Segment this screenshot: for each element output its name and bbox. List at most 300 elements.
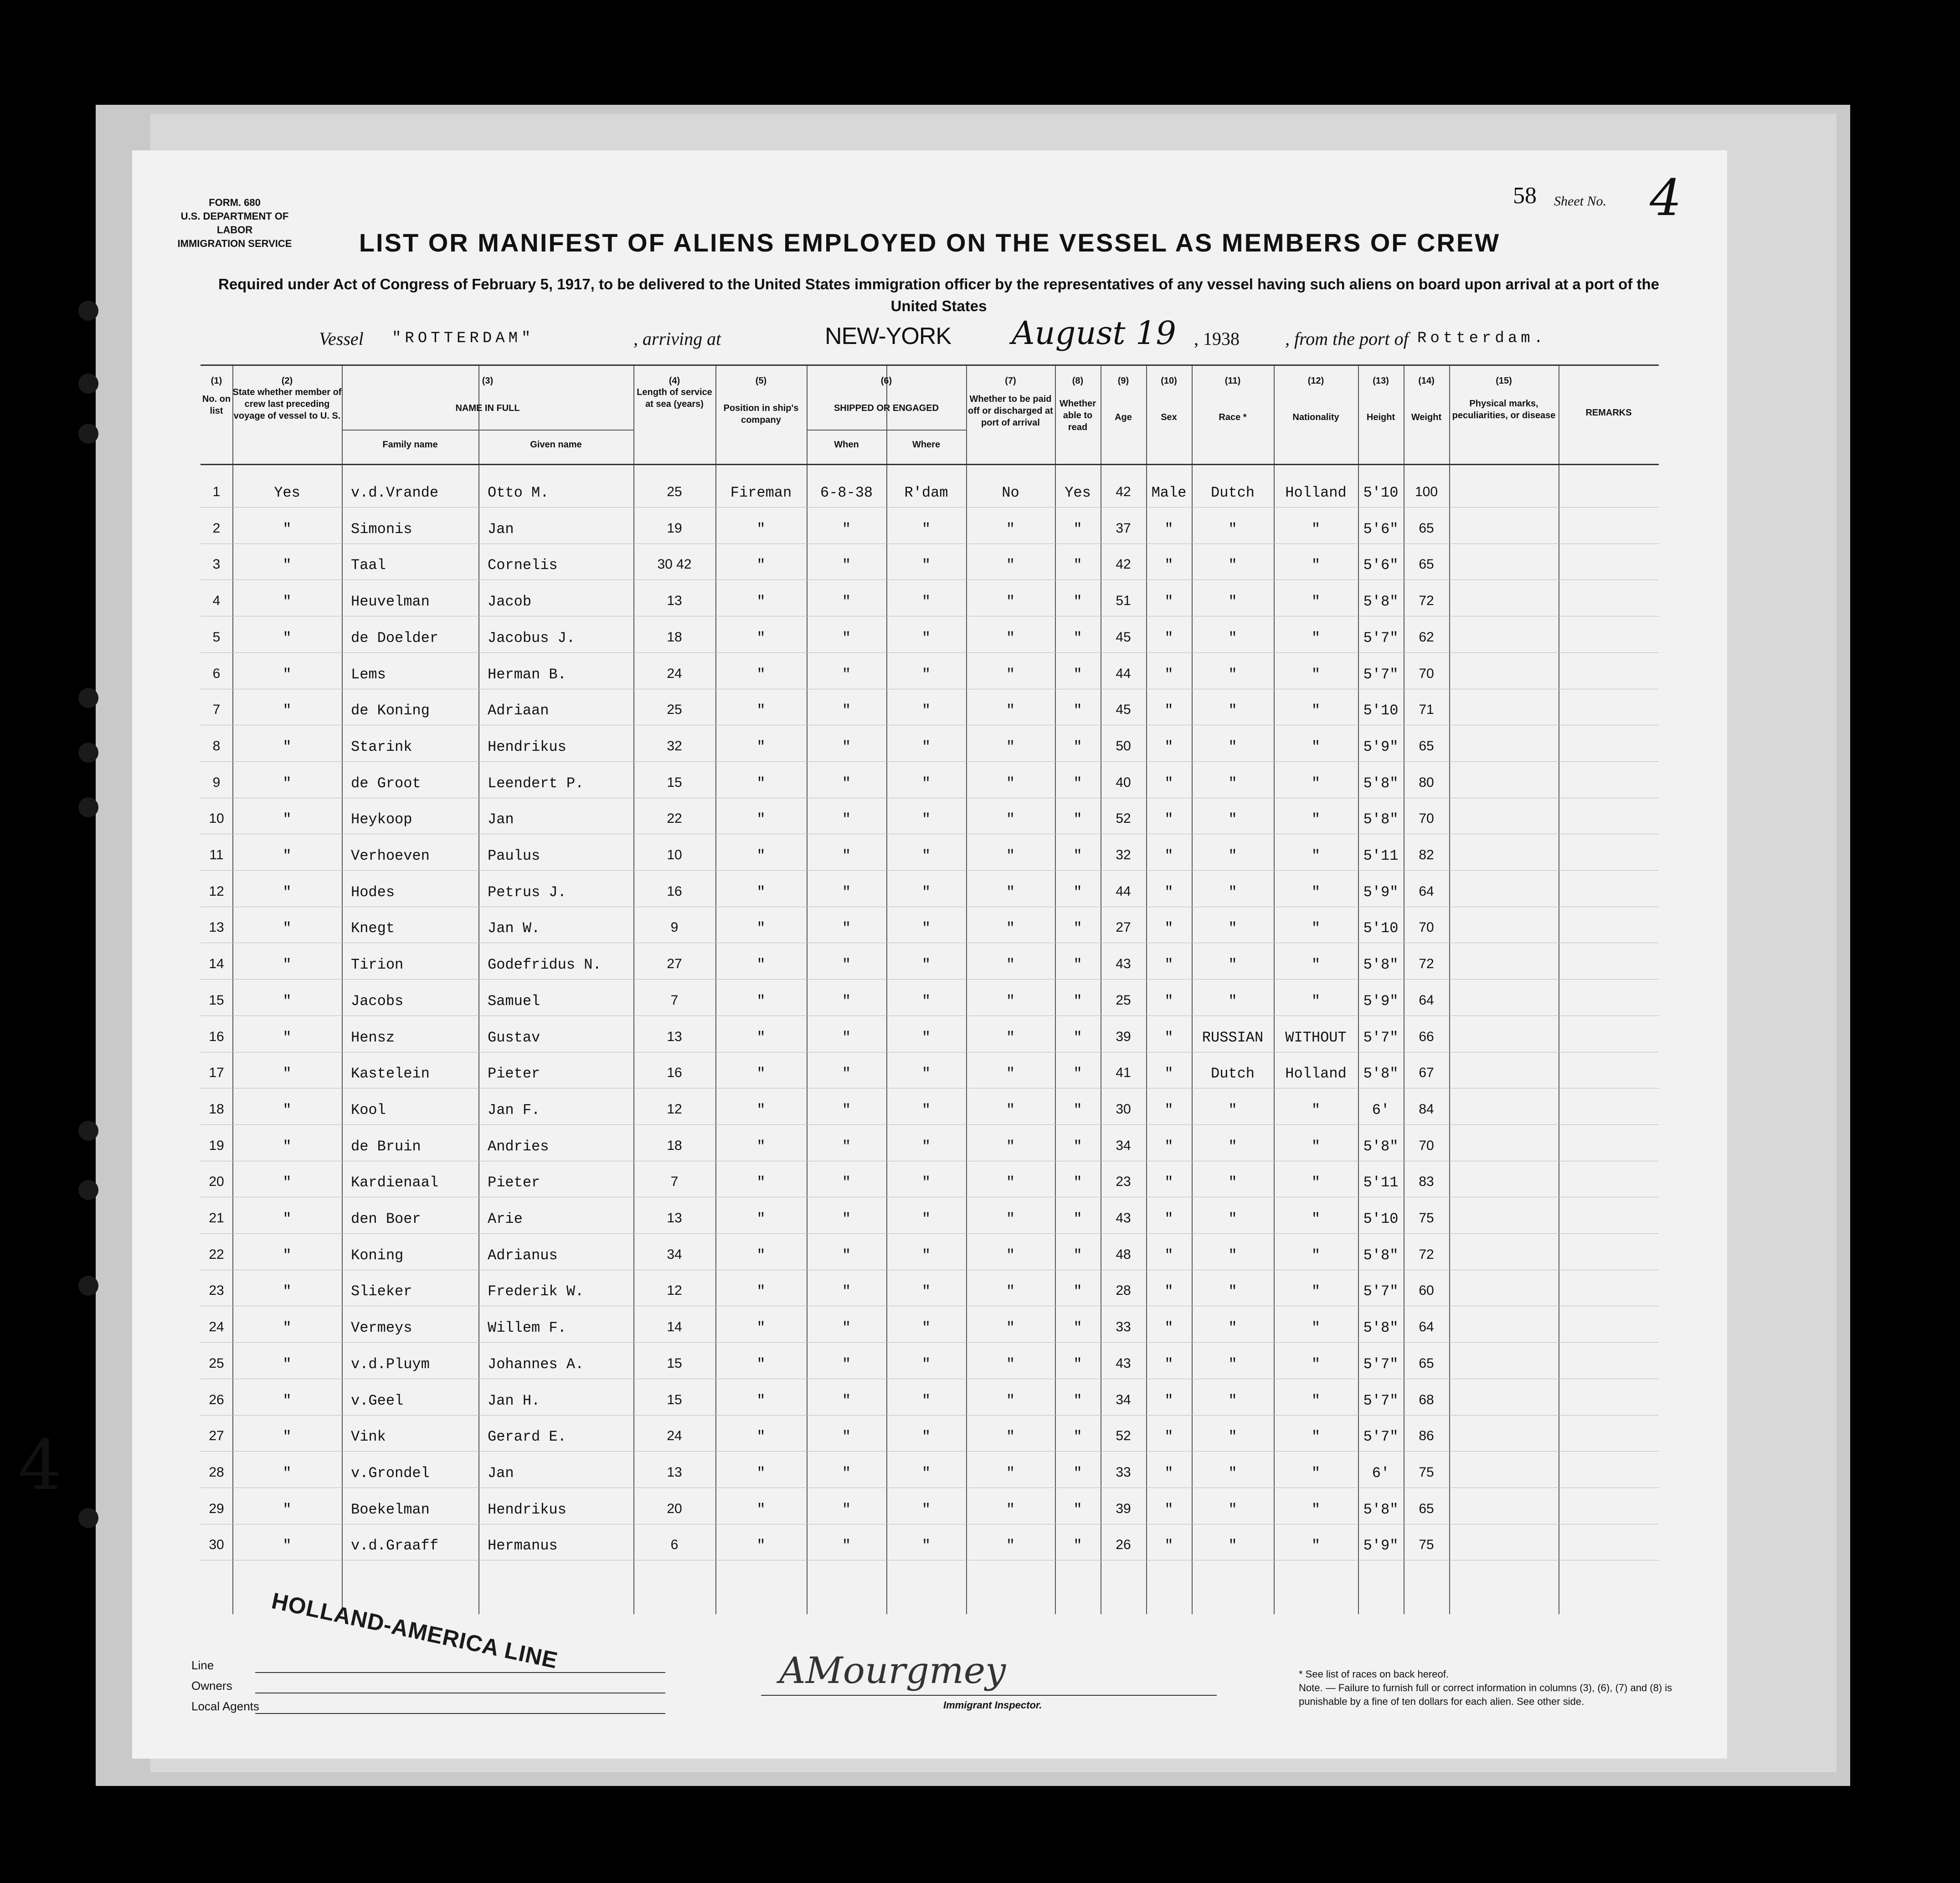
cell-when: " <box>842 920 851 937</box>
cell-family: v.d.Vrande <box>351 484 439 501</box>
cell-where: " <box>921 1101 931 1119</box>
cell-given: Jacob <box>488 593 532 611</box>
row-rule <box>201 761 1659 762</box>
cell-paid: " <box>1006 1247 1015 1264</box>
cell-where: " <box>921 811 931 828</box>
cell-family: Tirion <box>351 956 404 974</box>
cell-read: " <box>1073 520 1082 538</box>
cell-prev: " <box>283 702 292 719</box>
cell-service: 13 <box>667 593 682 609</box>
cell-nat: " <box>1311 775 1321 792</box>
cell-weight: 64 <box>1419 992 1434 1008</box>
cell-when: " <box>842 775 851 792</box>
row-rule <box>201 870 1659 871</box>
arriving-label: , arriving at <box>633 328 721 349</box>
cell-sex: " <box>1164 847 1173 864</box>
punch-hole <box>78 301 98 321</box>
column-divider <box>342 366 343 1614</box>
column-header-c8: Whether able to read <box>1060 399 1096 432</box>
cell-height: 5'11 <box>1363 1174 1399 1191</box>
cell-when: " <box>842 1283 851 1300</box>
row-rule <box>201 1415 1659 1416</box>
cell-no: 21 <box>209 1211 224 1226</box>
cell-nat: " <box>1311 811 1321 828</box>
cell-read: " <box>1073 1283 1082 1300</box>
cell-sex: " <box>1164 1537 1173 1555</box>
cell-paid: " <box>1006 1464 1015 1482</box>
cell-race: " <box>1228 593 1237 611</box>
cell-age: 39 <box>1116 1029 1131 1044</box>
cell-where: " <box>921 775 931 792</box>
cell-no: 17 <box>209 1065 224 1081</box>
cell-race: " <box>1228 847 1237 864</box>
cell-weight: 80 <box>1419 775 1434 790</box>
cell-given: Jan F. <box>488 1101 540 1119</box>
cell-position: " <box>756 1138 766 1155</box>
cell-weight: 70 <box>1419 1138 1434 1153</box>
cell-paid: " <box>1006 1101 1015 1119</box>
cell-age: 30 <box>1116 1101 1131 1117</box>
column-header-c14-num: (14) <box>1418 376 1435 386</box>
cell-paid: " <box>1006 1428 1015 1446</box>
cell-when: " <box>842 883 851 901</box>
cell-service: 7 <box>670 1174 679 1190</box>
cell-family: Simonis <box>351 520 412 538</box>
owners-label: Owners <box>191 1679 232 1693</box>
cell-prev: " <box>283 1283 292 1300</box>
cell-family: v.Grondel <box>351 1464 430 1482</box>
cell-nat: " <box>1311 1283 1321 1300</box>
cell-prev: " <box>283 1174 292 1191</box>
column-header-c9: Age <box>1115 412 1132 422</box>
cell-no: 27 <box>209 1428 224 1444</box>
cell-race: " <box>1228 520 1237 538</box>
cell-when: 6-8-38 <box>820 484 873 501</box>
cell-given: Godefridus N. <box>488 956 602 974</box>
cell-height: 5'7" <box>1363 666 1399 683</box>
cell-height: 5'10 <box>1363 1211 1399 1227</box>
cell-when: " <box>842 992 851 1010</box>
cell-when: " <box>842 1174 851 1191</box>
cell-nat: " <box>1311 883 1321 901</box>
cell-where: " <box>921 593 931 611</box>
cell-height: 5'8" <box>1363 1319 1399 1337</box>
cell-no: 15 <box>209 992 224 1008</box>
column-divider <box>1274 366 1275 1614</box>
cell-service: 16 <box>667 1065 682 1081</box>
column-header-c15: Physical marks, peculiarities, or disease <box>1452 399 1556 421</box>
cell-paid: " <box>1006 956 1015 974</box>
cell-service: 15 <box>667 1392 682 1407</box>
cell-family: den Boer <box>351 1211 421 1227</box>
cell-prev: " <box>283 1355 292 1373</box>
cell-read: " <box>1073 738 1082 755</box>
cell-paid: No <box>1002 484 1019 501</box>
cell-service: 25 <box>667 702 682 718</box>
cell-paid: " <box>1006 1065 1015 1083</box>
cell-race: " <box>1228 1428 1237 1446</box>
cell-when: " <box>842 1537 851 1555</box>
cell-family: Kastelein <box>351 1065 430 1083</box>
cell-position: " <box>756 1501 766 1518</box>
cell-prev: " <box>283 520 292 538</box>
cell-service: 15 <box>667 1355 682 1371</box>
cell-given: Jan W. <box>488 920 540 937</box>
cell-nat: " <box>1311 1138 1321 1155</box>
cell-prev: " <box>283 920 292 937</box>
signature-underline <box>761 1695 1217 1696</box>
column-header-c10-num: (10) <box>1161 376 1177 386</box>
cell-race: " <box>1228 920 1237 937</box>
cell-when: " <box>842 1392 851 1409</box>
from-port-label: , from the port of <box>1285 328 1409 349</box>
cell-age: 45 <box>1116 702 1131 718</box>
column-header-c6: SHIPPED OR ENGAGED <box>833 403 939 413</box>
cell-family: v.d.Graaff <box>351 1537 439 1555</box>
cell-height: 5'7" <box>1363 1428 1399 1446</box>
races-note: * See list of races on back hereof. <box>1299 1668 1449 1680</box>
cell-race: " <box>1228 1319 1237 1337</box>
cell-height: 5'7" <box>1363 1029 1399 1046</box>
column-divider <box>1055 366 1056 1614</box>
cell-when: " <box>842 1065 851 1083</box>
cell-when: " <box>842 1101 851 1119</box>
cell-prev: " <box>283 1247 292 1264</box>
column-header-c11-num: (11) <box>1224 376 1241 386</box>
cell-weight: 65 <box>1419 1501 1434 1516</box>
cell-weight: 60 <box>1419 1283 1434 1298</box>
cell-read: " <box>1073 593 1082 611</box>
cell-service: 24 <box>667 1428 682 1444</box>
cell-position: Fireman <box>730 484 792 501</box>
cell-sex: Male <box>1151 484 1187 501</box>
cell-paid: " <box>1006 1138 1015 1155</box>
punch-hole <box>78 374 98 394</box>
cell-where: " <box>921 1065 931 1083</box>
cell-position: " <box>756 1029 766 1046</box>
cell-sex: " <box>1164 666 1173 683</box>
cell-given: Jan <box>488 811 514 828</box>
cell-paid: " <box>1006 520 1015 538</box>
cell-height: 5'8" <box>1363 593 1399 611</box>
cell-service: 18 <box>667 629 682 645</box>
cell-nat: " <box>1311 1464 1321 1482</box>
column-header-c6-num: (6) <box>880 376 892 386</box>
column-header-c9-num: (9) <box>1117 376 1129 386</box>
cell-prev: " <box>283 1464 292 1482</box>
cell-race: " <box>1228 811 1237 828</box>
cell-no: 26 <box>209 1392 224 1407</box>
cell-position: " <box>756 520 766 538</box>
row-rule <box>201 979 1659 980</box>
row-rule <box>201 652 1659 653</box>
cell-nat: " <box>1311 738 1321 755</box>
cell-sex: " <box>1164 1319 1173 1337</box>
cell-no: 5 <box>212 629 221 645</box>
cell-nat: " <box>1311 629 1321 646</box>
cell-where: " <box>921 920 931 937</box>
cell-no: 16 <box>209 1029 224 1044</box>
cell-nat: Holland <box>1285 484 1347 501</box>
cell-race: " <box>1228 702 1237 719</box>
cell-nat: " <box>1311 992 1321 1010</box>
cell-prev: " <box>283 1138 292 1155</box>
cell-position: " <box>756 1211 766 1227</box>
cell-age: 42 <box>1116 557 1131 572</box>
cell-sex: " <box>1164 775 1173 792</box>
cell-position: " <box>756 702 766 719</box>
column-header-c3: NAME IN FULL <box>455 403 520 413</box>
cell-race: " <box>1228 1537 1237 1555</box>
cell-sex: " <box>1164 1392 1173 1409</box>
row-rule <box>201 1451 1659 1452</box>
department-name: U.S. DEPARTMENT OF LABOR <box>180 210 289 236</box>
cell-paid: " <box>1006 557 1015 574</box>
cell-weight: 67 <box>1419 1065 1434 1081</box>
cell-read: " <box>1073 1537 1082 1555</box>
cell-when: " <box>842 1247 851 1264</box>
cell-prev: " <box>283 738 292 755</box>
cell-prev: " <box>283 593 292 611</box>
cell-weight: 70 <box>1419 666 1434 681</box>
cell-where: " <box>921 702 931 719</box>
punch-hole <box>78 1276 98 1296</box>
column-divider <box>1449 366 1450 1614</box>
cell-paid: " <box>1006 666 1015 683</box>
cell-height: 5'6" <box>1363 520 1399 538</box>
cell-no: 14 <box>209 956 224 972</box>
cell-position: " <box>756 1428 766 1446</box>
cell-race: " <box>1228 1211 1237 1227</box>
cell-paid: " <box>1006 1355 1015 1373</box>
cell-sex: " <box>1164 1065 1173 1083</box>
cell-position: " <box>756 629 766 646</box>
cell-service: 12 <box>667 1283 682 1298</box>
cell-when: " <box>842 1029 851 1046</box>
cell-given: Herman B. <box>488 666 566 683</box>
line-label: Line <box>191 1658 214 1672</box>
arrival-port: NEW-YORK <box>825 323 952 349</box>
cell-no: 20 <box>209 1174 224 1190</box>
cell-given: Samuel <box>488 992 540 1010</box>
cell-no: 9 <box>212 775 221 790</box>
cell-paid: " <box>1006 1319 1015 1337</box>
cell-read: " <box>1073 992 1082 1010</box>
row-rule <box>201 1342 1659 1343</box>
cell-service: 22 <box>667 811 682 826</box>
cell-nat: " <box>1311 1211 1321 1227</box>
cell-sex: " <box>1164 883 1173 901</box>
cell-given: Frederik W. <box>488 1283 584 1300</box>
form-number: FORM. 680 <box>209 197 261 208</box>
cell-height: 5'9" <box>1363 1537 1399 1555</box>
cell-service: 20 <box>667 1501 682 1516</box>
cell-height: 5'8" <box>1363 956 1399 974</box>
cell-race: " <box>1228 956 1237 974</box>
page-number: 58 <box>1513 183 1537 209</box>
cell-no: 23 <box>209 1283 224 1298</box>
cell-where: " <box>921 1174 931 1191</box>
cell-nat: " <box>1311 847 1321 864</box>
cell-given: Pieter <box>488 1174 540 1191</box>
cell-age: 27 <box>1116 920 1131 935</box>
cell-service: 15 <box>667 775 682 790</box>
cell-height: 5'8" <box>1363 775 1399 792</box>
cell-age: 51 <box>1116 593 1131 609</box>
cell-race: " <box>1228 1355 1237 1373</box>
punch-hole <box>78 797 98 817</box>
column-header-c1: No. on list <box>202 394 231 416</box>
cell-paid: " <box>1006 593 1015 611</box>
cell-nat: " <box>1311 1537 1321 1555</box>
company-stamp: HOLLAND-AMERICA LINE <box>269 1588 561 1673</box>
cell-where: R'dam <box>904 484 948 501</box>
cell-sex: " <box>1164 520 1173 538</box>
cell-paid: " <box>1006 1211 1015 1227</box>
cell-where: " <box>921 1428 931 1446</box>
cell-weight: 72 <box>1419 593 1434 609</box>
cell-paid: " <box>1006 1392 1015 1409</box>
cell-height: 5'9" <box>1363 738 1399 755</box>
cell-read: " <box>1073 1029 1082 1046</box>
cell-nat: " <box>1311 1355 1321 1373</box>
cell-service: 32 <box>667 738 682 754</box>
cell-no: 8 <box>212 738 221 754</box>
cell-read: " <box>1073 920 1082 937</box>
cell-height: 5'11 <box>1363 847 1399 864</box>
cell-given: Jan <box>488 520 514 538</box>
row-rule <box>201 1233 1659 1234</box>
cell-position: " <box>756 992 766 1010</box>
column-divider <box>478 366 479 1614</box>
header-subrule <box>342 430 633 431</box>
cell-weight: 64 <box>1419 883 1434 899</box>
cell-position: " <box>756 1537 766 1555</box>
cell-when: " <box>842 666 851 683</box>
cell-nat: " <box>1311 1392 1321 1409</box>
cell-height: 5'8" <box>1363 1065 1399 1083</box>
column-header-c3b: Given name <box>530 440 582 450</box>
cell-family: de Groot <box>351 775 421 792</box>
cell-given: Jan <box>488 1464 514 1482</box>
column-header-c7-num: (7) <box>1005 376 1016 386</box>
column-header-c13: Height <box>1366 412 1395 422</box>
cell-service: 6 <box>670 1537 679 1553</box>
cell-nat: " <box>1311 1319 1321 1337</box>
cell-weight: 72 <box>1419 956 1434 972</box>
cell-position: " <box>756 593 766 611</box>
cell-race: " <box>1228 666 1237 683</box>
cell-weight: 84 <box>1419 1101 1434 1117</box>
column-header-c15-num: (15) <box>1496 376 1512 386</box>
cell-given: Hermanus <box>488 1537 558 1555</box>
cell-age: 42 <box>1116 484 1131 499</box>
column-divider <box>886 366 887 1614</box>
cell-age: 48 <box>1116 1247 1131 1262</box>
cell-read: " <box>1073 1174 1082 1191</box>
cell-age: 33 <box>1116 1464 1131 1480</box>
corner-handwritten-mark: 4 <box>18 1426 62 1505</box>
cell-when: " <box>842 738 851 755</box>
cell-position: " <box>756 1392 766 1409</box>
cell-position: " <box>756 1247 766 1264</box>
cell-no: 12 <box>209 883 224 899</box>
sheet-number: 4 <box>1650 169 1682 227</box>
cell-position: " <box>756 557 766 574</box>
cell-service: 30 42 <box>657 557 692 572</box>
cell-prev: " <box>283 1065 292 1083</box>
cell-service: 27 <box>667 956 682 972</box>
column-header-c16: REMARKS <box>1585 408 1632 418</box>
cell-age: 28 <box>1116 1283 1131 1298</box>
cell-nat: " <box>1311 1247 1321 1264</box>
arrival-date: August 19 <box>1012 314 1176 352</box>
cell-height: 5'10 <box>1363 702 1399 719</box>
column-header-c6b: Where <box>912 440 941 450</box>
cell-family: v.Geel <box>351 1392 404 1409</box>
cell-position: " <box>756 956 766 974</box>
cell-family: de Doelder <box>351 629 439 646</box>
cell-weight: 72 <box>1419 1247 1434 1262</box>
cell-prev: " <box>283 629 292 646</box>
cell-prev: " <box>283 1319 292 1337</box>
cell-height: 5'8" <box>1363 1501 1399 1518</box>
cell-service: 13 <box>667 1211 682 1226</box>
cell-family: Kool <box>351 1101 386 1119</box>
cell-service: 16 <box>667 883 682 899</box>
cell-paid: " <box>1006 847 1015 864</box>
cell-age: 41 <box>1116 1065 1131 1081</box>
cell-given: Adriaan <box>488 702 549 719</box>
cell-where: " <box>921 666 931 683</box>
cell-nat: " <box>1311 593 1321 611</box>
cell-prev: " <box>283 1029 292 1046</box>
cell-family: Lems <box>351 666 386 683</box>
cell-nat: " <box>1311 1174 1321 1191</box>
cell-sex: " <box>1164 956 1173 974</box>
cell-when: " <box>842 629 851 646</box>
cell-family: Hodes <box>351 883 395 901</box>
document-subtitle: Required under Act of Congress of February 5, 1917, to be delivered to the United States immigration officer by the representatives of any vessel having such aliens on board upon arrival at a port of the United States <box>218 276 1659 314</box>
cell-no: 22 <box>209 1247 224 1262</box>
cell-sex: " <box>1164 702 1173 719</box>
agents-underline <box>255 1713 665 1714</box>
cell-given: Gustav <box>488 1029 540 1046</box>
cell-where: " <box>921 1501 931 1518</box>
column-divider <box>715 366 716 1614</box>
column-divider <box>807 366 808 1614</box>
crew-table <box>201 364 1659 1614</box>
cell-where: " <box>921 1138 931 1155</box>
cell-race: " <box>1228 629 1237 646</box>
cell-read: " <box>1073 1101 1082 1119</box>
cell-sex: " <box>1164 1355 1173 1373</box>
cell-given: Willem F. <box>488 1319 566 1337</box>
punch-hole <box>78 1121 98 1141</box>
cell-nat: " <box>1311 1428 1321 1446</box>
cell-nat: " <box>1311 702 1321 719</box>
cell-nat: " <box>1311 666 1321 683</box>
cell-where: " <box>921 1392 931 1409</box>
cell-weight: 75 <box>1419 1211 1434 1226</box>
cell-family: Vermeys <box>351 1319 412 1337</box>
cell-when: " <box>842 702 851 719</box>
cell-height: 5'7" <box>1363 629 1399 646</box>
document-title: LIST OR MANIFEST OF ALIENS EMPLOYED ON THE VESSEL AS MEMBERS OF CREW <box>359 228 1501 257</box>
cell-when: " <box>842 1501 851 1518</box>
cell-where: " <box>921 738 931 755</box>
cell-position: " <box>756 775 766 792</box>
